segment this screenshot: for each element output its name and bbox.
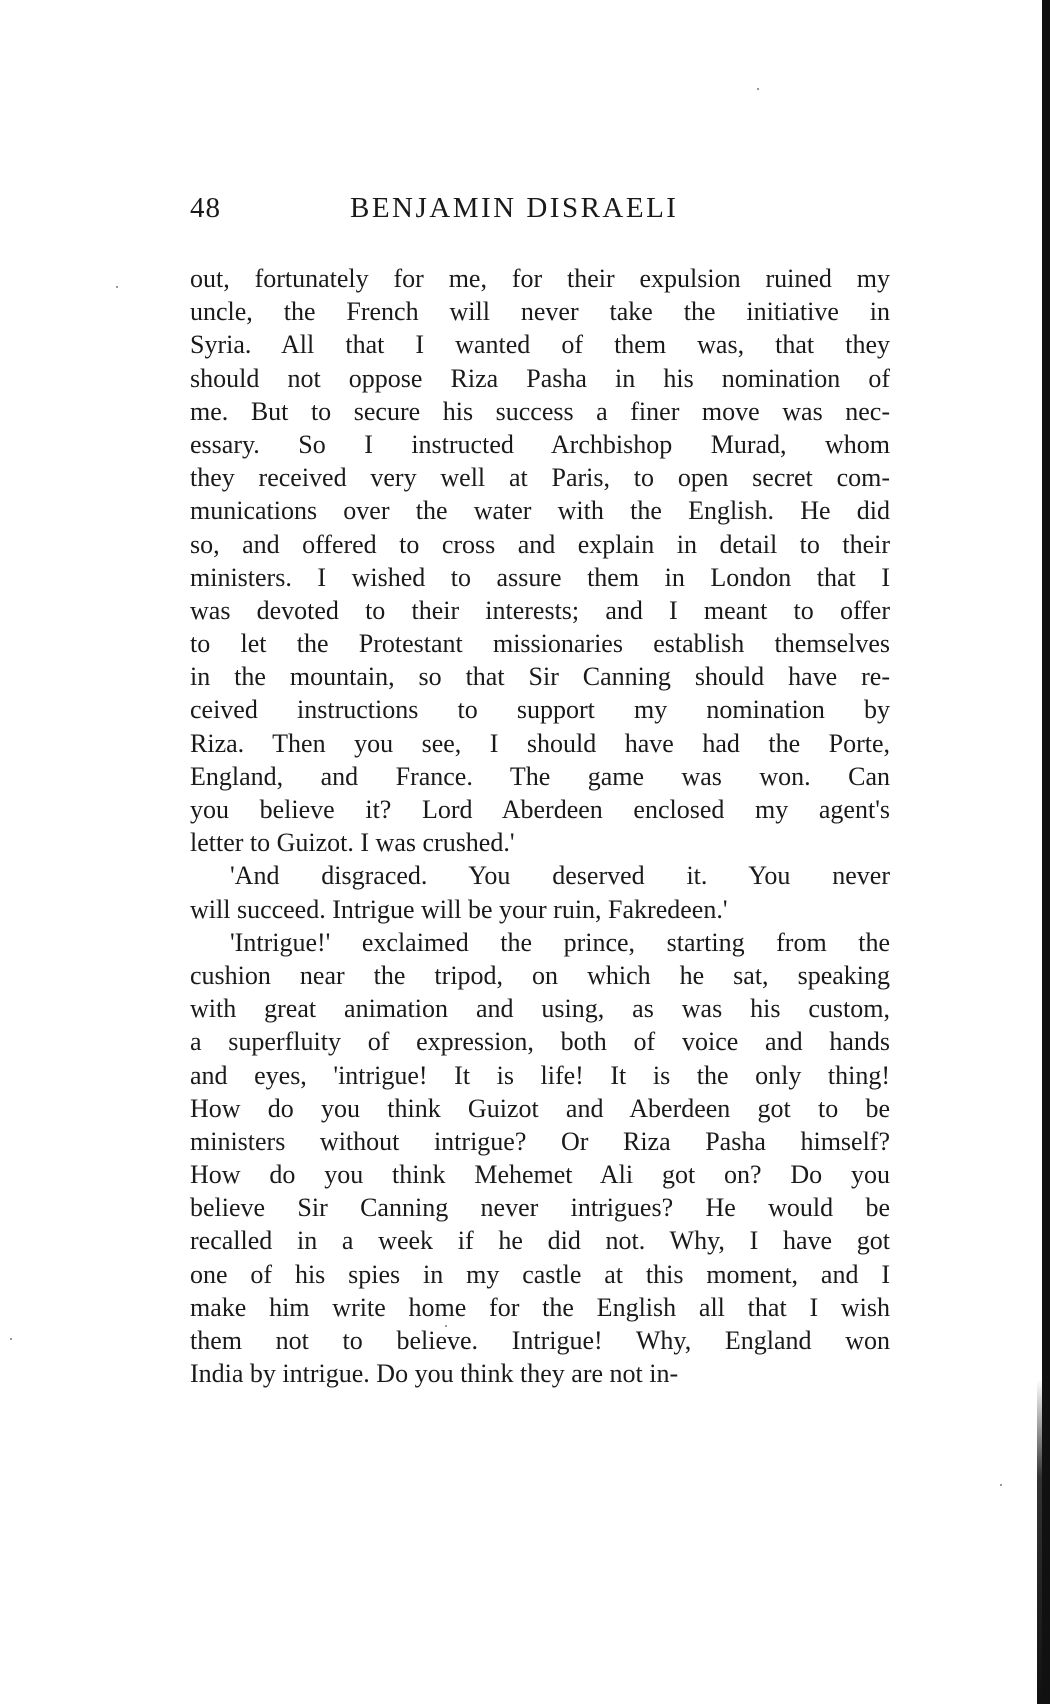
text-line: ministers without intrigue? Or Riza Pasha himself? xyxy=(190,1126,890,1156)
page-edge-fade xyxy=(1037,1380,1042,1704)
text-line: them not to believe. Intrigue! Why, England won xyxy=(190,1326,890,1355)
text-line: 'Intrigue!' exclaimed the prince, starting from the xyxy=(230,927,890,957)
running-title: BENJAMIN DISRAELI xyxy=(350,192,679,224)
running-header xyxy=(190,192,890,232)
text-line: was devoted to their interests; and I meant to offer xyxy=(190,595,890,625)
text-line: with great animation and using, as was his custom, xyxy=(190,994,890,1024)
text-line: 'And disgraced. You deserved it. You never xyxy=(230,861,890,891)
text-line: Riza. Then you see, I should have had the Porte, xyxy=(190,728,890,758)
text-line: India by intrigue. Do you think they are not in- xyxy=(190,1359,679,1389)
text-line: will succeed. Intrigue will be your ruin, Fakredeen.' xyxy=(190,894,728,924)
text-line: essary. So I instructed Archbishop Murad, whom xyxy=(190,429,890,459)
text-line: ceived instructions to support my nomination by xyxy=(190,695,890,725)
scan-speck xyxy=(10,1338,12,1340)
text-line: me. But to secure his success a finer move was nec- xyxy=(190,396,890,426)
text-line: believe Sir Canning never intrigues? He would be xyxy=(190,1193,890,1223)
text-line: you believe it? Lord Aberdeen enclosed my agent's xyxy=(190,795,890,824)
text-line: a superfluity of expression, both of voice and hands xyxy=(190,1027,890,1057)
text-line: to let the Protestant missionaries establish themselves xyxy=(190,629,890,659)
text-line: and eyes, 'intrigue! It is life! It is the only thing! xyxy=(190,1060,890,1090)
text-line: so, and offered to cross and explain in detail to their xyxy=(190,529,890,559)
text-line: recalled in a week if he did not. Why, I have got xyxy=(190,1226,890,1256)
text-line: Syria. All that I wanted of them was, that they xyxy=(190,330,890,360)
text-line: make him write home for the English all that I wish xyxy=(190,1292,890,1322)
text-line: out, fortunately for me, for their expulsion ruined my xyxy=(190,264,890,293)
body-text xyxy=(190,262,890,1390)
text-line: How do you think Mehemet Ali got on? Do you xyxy=(190,1160,890,1190)
text-line: in the mountain, so that Sir Canning should have re- xyxy=(190,662,890,692)
page-number: 48 xyxy=(190,192,221,224)
text-line: ministers. I wished to assure them in London that I xyxy=(190,562,890,592)
text-line: munications over the water with the English. He did xyxy=(190,496,890,526)
scan-speck xyxy=(116,286,118,288)
text-line: uncle, the French will never take the initiative in xyxy=(190,297,890,327)
text-line: How do you think Guizot and Aberdeen got to be xyxy=(190,1093,890,1123)
text-line: England, and France. The game was won. Can xyxy=(190,761,890,791)
scan-speck xyxy=(757,88,759,90)
scan-speck xyxy=(1000,1484,1002,1486)
text-line: should not oppose Riza Pasha in his nomination of xyxy=(190,363,890,393)
text-line: letter to Guizot. I was crushed.' xyxy=(190,828,515,858)
text-line: they received very well at Paris, to open secret com- xyxy=(190,463,890,493)
page-edge-shadow xyxy=(1042,0,1050,1704)
text-line: one of his spies in my castle at this moment, and I xyxy=(190,1259,890,1289)
text-line: cushion near the tripod, on which he sat, speaking xyxy=(190,960,890,990)
